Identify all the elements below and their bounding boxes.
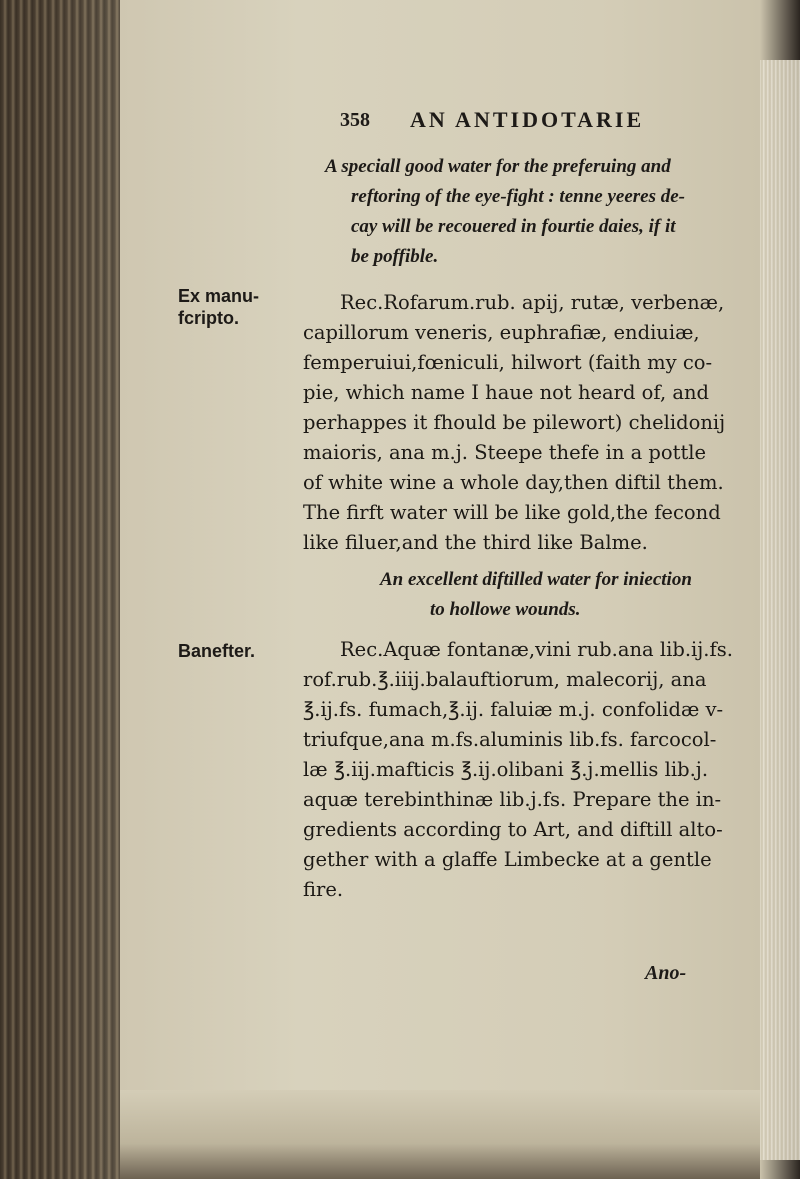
text-line: ℥.ij.fs. fumach,℥.ij. faluiæ m.j. confolidæ v- [303,698,724,721]
text-line: triufque,ana m.fs.aluminis lib.fs. farcocol- [303,728,717,751]
text-line: of white wine a whole day,then diftil them. [303,471,724,494]
text-line: perhappes it fhould be pilewort) chelidonij [303,411,726,434]
text-line: læ ℥.iij.mafticis ℥.ij.olibani ℥.j.mellis lib.j. [303,758,709,781]
heading-line: cay will be recouered in fourtie daies, if it [351,216,676,237]
margin-note [178,640,288,662]
recipe-paragraph [303,288,773,558]
text-line: fire. [303,878,344,901]
text-line: aquæ terebinthinæ lib.j.fs. Prepare the in- [303,788,722,811]
text-line: maioris, ana m.j. Steepe thefe in a pottle [303,441,707,464]
text-line: rof.rub.℥.iiij.balauftiorum, malecorij, ana [303,668,707,691]
heading-line: An excellent diftilled water for iniection [380,569,692,590]
page-bottom-shadow [120,1090,760,1179]
text-line: femperuiui,fœniculi, hilwort (faith my co- [303,351,713,374]
heading-line: be poffible. [351,246,439,267]
margin-note-line: Banefter. [178,641,256,661]
heading-line: to hollowe wounds. [430,599,581,620]
book-binding [0,0,120,1179]
margin-note-line: fcripto. [178,308,239,328]
text-line: like filuer,and the third like Balme. [303,531,648,554]
catchword: Ano- [645,962,687,984]
margin-note-line: Ex manu- [178,286,260,306]
heading-line: reftoring of the eye-fight : tenne yeeres de- [351,186,685,207]
page-number: 358 [340,108,370,131]
text-line: The firft water will be like gold,the fecond [303,501,721,524]
text-line: gether with a glaffe Limbecke at a gentle [303,848,712,871]
section-heading [325,152,745,272]
heading-line: A speciall good water for the preferuing and [325,156,671,177]
running-head: AN ANTIDOTARIE [410,107,645,132]
text-line: Rec.Aquæ fontanæ,vini rub.ana lib.ij.fs. [340,638,733,661]
recipe-paragraph [303,635,773,905]
margin-note [178,285,288,329]
page-header [340,100,760,140]
text-line: gredients according to Art, and diftill alto- [303,818,723,841]
text-line: capillorum veneris, euphrafiæ, endiuiæ, [303,321,700,344]
text-line: Rec.Rofarum.rub. apij, rutæ, verbenæ, [340,291,725,314]
text-line: pie, which name I haue not heard of, and [303,381,710,404]
page-edges [760,60,800,1160]
section-heading [325,565,745,625]
